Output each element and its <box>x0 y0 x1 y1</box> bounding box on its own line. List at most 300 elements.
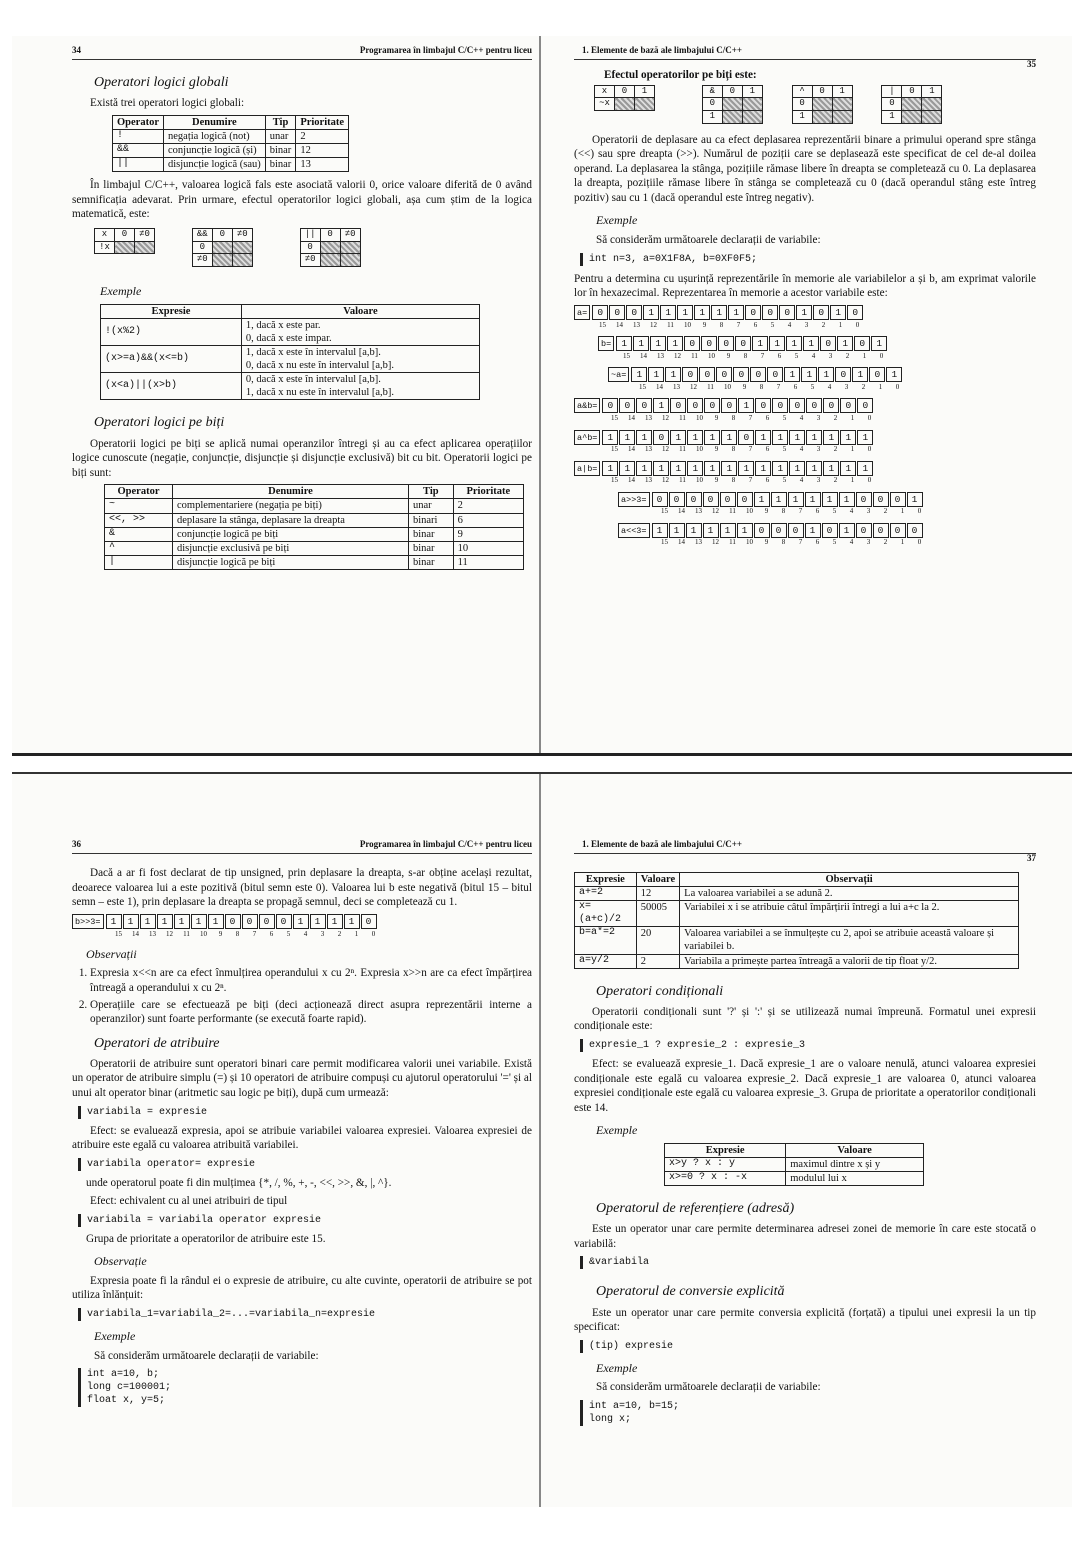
bit-row <box>574 398 1036 423</box>
bit-cell: 1 <box>752 336 768 351</box>
bit-index: 0 <box>895 382 900 391</box>
bit-index: 14 <box>628 413 635 422</box>
bit-cell: 0 <box>869 367 885 382</box>
column-header: Expresie <box>101 304 242 318</box>
bit-index: 5 <box>782 445 787 454</box>
bit-index: 12 <box>650 320 657 329</box>
bit-cell: 0 <box>703 492 719 507</box>
bit-cell: 1 <box>293 914 309 929</box>
code-block: int a=10, b; long c=100001; float x, y=5; <box>78 1368 532 1407</box>
or-bit-table: | 0 1 0 1 <box>881 85 942 124</box>
index-spacer <box>574 414 606 423</box>
section-heading: Operatorul de conversie explicită <box>596 1284 785 1300</box>
table-cell: | <box>105 555 173 569</box>
bit-cell: 0 <box>716 367 732 382</box>
bit-cell: 0 <box>813 305 829 320</box>
bit-index: 15 <box>599 320 606 329</box>
bit-index: 7 <box>748 413 753 422</box>
bit-index: 0 <box>867 445 872 454</box>
bit-cell: 1 <box>704 430 720 445</box>
bit-cell: 1 <box>840 461 856 476</box>
bit-index: 2 <box>833 445 838 454</box>
not-bit-table: x 0 1 ~x <box>594 85 655 111</box>
bit-cell: 0 <box>767 367 783 382</box>
bit-index: 10 <box>684 320 691 329</box>
bit-index: 7 <box>252 929 257 938</box>
bit-cell: 1 <box>823 430 839 445</box>
bit-row-label: ~a= <box>608 367 629 382</box>
bit-cell: 1 <box>786 336 802 351</box>
bit-cell: 0 <box>592 305 608 320</box>
bit-cell: 0 <box>854 336 870 351</box>
table-header-row <box>105 485 524 499</box>
running-title: 1. Elemente de bază ale limbajului C/C++ <box>582 45 743 56</box>
bit-cell: 0 <box>704 398 720 413</box>
bit-cell: 1 <box>796 305 812 320</box>
bit-index: 6 <box>777 351 782 360</box>
index-spacer <box>574 321 594 330</box>
bit-cell: 1 <box>754 492 770 507</box>
table-cell: Variabila a primește partea întreagă a valorii de tip float y/2. <box>680 954 1019 968</box>
bit-cell: 1 <box>686 523 702 538</box>
examples-label: Exemple <box>596 1360 638 1375</box>
paragraph: unde operatorul poate fi din mulțimea {*, /, %, +, -, <<, >>, &, |, ^}. <box>86 1176 392 1189</box>
value-line: 1, dacă x este în intervalul [a,b]. <box>245 346 381 358</box>
bottom-margin <box>0 1507 1080 1542</box>
bit-index: 1 <box>878 382 883 391</box>
bit-row-label: a= <box>574 305 590 320</box>
bit-index: 1 <box>900 507 905 516</box>
paragraph: Efect: se evaluează expresie_1. Dacă expresie_1 are o valoare nenulă, atunci valoarea expresiei condiționale este egală cu valoarea expresie_2. Dacă expresie_1 are valoarea 0, atunci valoarea expresiei condiționale este egală cu valoarea expresie_3. Grupa de prioritate a operatorilor condiționali este 14. <box>574 1057 1036 1114</box>
table-cell: binar <box>265 144 296 158</box>
bit-index: 9 <box>702 320 707 329</box>
bit-cell: 0 <box>670 398 686 413</box>
bit-row-label: a>>3= <box>618 492 650 507</box>
bit-cell: 1 <box>840 430 856 445</box>
code-block: variabila = variabila operator expresie <box>78 1214 532 1227</box>
bit-cells <box>72 914 532 930</box>
table-cell: 2 <box>636 954 679 968</box>
bit-cell: 0 <box>856 492 872 507</box>
bit-index: 6 <box>765 445 770 454</box>
code-block: (tip) expresie <box>580 1340 1036 1353</box>
examples-label: Exemple <box>596 1123 638 1138</box>
bit-index: 8 <box>731 413 736 422</box>
bit-index: 6 <box>793 382 798 391</box>
bit-cell: 1 <box>806 430 822 445</box>
value-line: 0, dacă x nu este în intervalul [a,b]. <box>245 360 395 372</box>
bit-index: 9 <box>714 413 719 422</box>
bit-diagrams <box>574 305 1036 548</box>
bit-index: 12 <box>166 929 173 938</box>
bit-index: 5 <box>832 507 837 516</box>
and-bit-table: & 0 1 0 1 <box>702 85 763 124</box>
bit-index: 15 <box>639 382 646 391</box>
section-heading: Operatori logici globali <box>94 75 229 90</box>
bit-cell: 1 <box>789 461 805 476</box>
truth-tables <box>94 228 532 276</box>
bit-index: 0 <box>879 351 884 360</box>
column-header: Operator <box>113 115 164 129</box>
table-row <box>665 1172 924 1186</box>
code-block: variabila = expresie <box>78 1106 532 1119</box>
page-number: 36 <box>72 839 81 850</box>
page-35 <box>574 36 1036 753</box>
table-cell: 20 <box>636 927 679 954</box>
bit-index-row <box>618 538 1036 547</box>
page-number: 35 <box>1027 59 1036 70</box>
bit-cell: 0 <box>686 492 702 507</box>
bit-index: 10 <box>200 929 207 938</box>
bit-row <box>574 305 1036 330</box>
bit-index: 7 <box>798 507 803 516</box>
column-header: Denumire <box>173 485 409 499</box>
page-number: 37 <box>1027 853 1036 864</box>
bit-row <box>72 914 532 939</box>
bit-cell: 1 <box>822 492 838 507</box>
value-line: 0, dacă x este în intervalul [a,b]. <box>245 374 381 386</box>
bit-cell: 0 <box>745 305 761 320</box>
bit-index: 6 <box>753 320 758 329</box>
section-heading: Operatori de atribuire <box>94 1035 220 1051</box>
bit-cell: 1 <box>631 367 647 382</box>
bit-cells <box>618 522 1036 538</box>
bit-index: 3 <box>320 929 325 938</box>
running-title: 1. Elemente de bază ale limbajului C/C++ <box>582 839 743 850</box>
bit-index: 11 <box>729 538 736 547</box>
bit-cell: 1 <box>823 461 839 476</box>
bit-cell: 1 <box>738 461 754 476</box>
effect-label: Efectul operatorilor pe biți este: <box>604 69 757 81</box>
bit-cell: 1 <box>755 430 771 445</box>
bit-cells <box>608 367 1036 383</box>
bit-index: 8 <box>719 320 724 329</box>
bit-cell: 1 <box>857 430 873 445</box>
column-header: Expresie <box>665 1143 786 1157</box>
bit-cell: 0 <box>820 336 836 351</box>
table-cell: 2 <box>453 499 523 513</box>
table-row <box>105 555 524 569</box>
bit-index: 8 <box>731 476 736 485</box>
bit-cell: 1 <box>633 336 649 351</box>
bit-cell: 1 <box>721 430 737 445</box>
bit-cell: 1 <box>677 305 693 320</box>
bit-index: 13 <box>149 929 156 938</box>
bit-cell: 1 <box>771 492 787 507</box>
bit-cell: 1 <box>805 523 821 538</box>
bit-index: 5 <box>794 351 799 360</box>
page-header <box>574 830 1036 864</box>
table-row <box>575 887 1019 901</box>
value-line: 1, dacă x este par. <box>245 319 321 331</box>
bit-cell: 1 <box>643 305 659 320</box>
bit-index: 9 <box>218 929 223 938</box>
bit-index: 3 <box>866 507 871 516</box>
examples-label: Exemple <box>100 283 142 298</box>
bit-index: 2 <box>821 320 826 329</box>
paragraph: Grupa de prioritate a operatorilor de atribuire este 15. <box>86 1232 326 1245</box>
bit-index: 0 <box>917 507 922 516</box>
bit-cell: 1 <box>857 461 873 476</box>
bit-row <box>608 367 1036 392</box>
bit-cell: 1 <box>636 430 652 445</box>
not-truth-table: x 0 ≠0 !x <box>94 228 155 254</box>
bit-cell: 1 <box>123 914 139 929</box>
paragraph: Operatorii condiționali sunt '?' și ':' și se utilizează numai împreună. Formatul unei expresii condiționale este: <box>574 1005 1036 1033</box>
bit-index: 1 <box>850 413 855 422</box>
bit-index: 14 <box>678 538 685 547</box>
bit-cell: 0 <box>823 398 839 413</box>
column-header: Valoare <box>636 873 679 887</box>
observation-item: 2. Operațiile care se efectuează pe biți (deci acționează direct asupra reprezentării interne a operanzilor) sunt foarte performante (se execută foarte rapid). <box>90 998 532 1027</box>
bit-index: 15 <box>611 476 618 485</box>
code-block: expresie_1 ? expresie_2 : expresie_3 <box>580 1039 1036 1052</box>
bit-row-label: a^b= <box>574 430 600 445</box>
bitwise-truth-tables <box>594 85 1036 129</box>
bit-index: 2 <box>883 538 888 547</box>
table-row <box>575 927 1019 954</box>
bit-index: 3 <box>828 351 833 360</box>
intro-text: Există trei operatori logici globali: <box>90 97 245 110</box>
bit-cell: 1 <box>616 336 632 351</box>
table-cell: & <box>105 527 173 541</box>
examples-label: Exemple <box>596 213 638 228</box>
table-header-row <box>665 1143 924 1157</box>
bit-index: 0 <box>917 538 922 547</box>
bit-cell: 1 <box>106 914 122 929</box>
table-cell: 10 <box>453 541 523 555</box>
bit-index: 10 <box>696 413 703 422</box>
bit-index: 15 <box>611 413 618 422</box>
scan-bottom-spread <box>12 772 1072 1507</box>
bit-cell: 1 <box>665 367 681 382</box>
column-header: Operator <box>105 485 173 499</box>
bit-index: 12 <box>662 476 669 485</box>
bit-cell: 1 <box>788 492 804 507</box>
bit-row <box>618 491 1036 516</box>
bit-index: 7 <box>748 445 753 454</box>
bit-index: 11 <box>679 445 686 454</box>
table-cell: deplasare la stânga, deplasare la dreapta <box>173 513 409 527</box>
observations-list <box>90 966 532 1026</box>
bit-cell: 0 <box>762 305 778 320</box>
bit-cell: 0 <box>856 523 872 538</box>
bit-index: 5 <box>286 929 291 938</box>
page-number: 34 <box>72 45 81 56</box>
bit-index: 0 <box>371 929 376 938</box>
table-cell: binari <box>408 513 453 527</box>
bit-cell: 1 <box>907 492 923 507</box>
bit-cell: 1 <box>344 914 360 929</box>
bit-cell: 0 <box>788 523 804 538</box>
bit-index: 4 <box>799 413 804 422</box>
table-cell: disjuncție logică (sau) <box>164 158 266 172</box>
table-cell: ! <box>113 129 164 143</box>
running-title: Programarea în limbajul C/C++ pentru liceu <box>359 839 532 850</box>
code-block: int n=3, a=0X1F8A, b=0XF0F5; <box>580 253 1036 266</box>
bit-index: 13 <box>645 413 652 422</box>
table-cell: 11 <box>453 555 523 569</box>
bit-cell: 0 <box>652 492 668 507</box>
bit-index: 3 <box>866 538 871 547</box>
bit-cell: 0 <box>259 914 275 929</box>
bit-index: 11 <box>729 507 736 516</box>
bit-index: 13 <box>645 445 652 454</box>
paragraph: Expresia poate fi la rândul ei o expresie de atribuire, cu alte cuvinte, operatorii de atribuire se pot utiliza înlănțuit: <box>72 1274 532 1302</box>
table-cell <box>241 318 479 345</box>
table-row <box>105 541 524 555</box>
bit-index: 12 <box>712 507 719 516</box>
table-cell: (x<a)||(x>b) <box>101 373 242 400</box>
bit-index: 2 <box>337 929 342 938</box>
bit-cell: 1 <box>704 461 720 476</box>
and-truth-table: && 0 ≠0 0 ≠0 <box>192 228 253 267</box>
bit-cell: 1 <box>653 461 669 476</box>
table-cell: 50005 <box>636 901 679 927</box>
bit-cell: 0 <box>699 367 715 382</box>
bit-index: 0 <box>867 413 872 422</box>
bit-index: 4 <box>849 507 854 516</box>
column-header: Denumire <box>164 115 266 129</box>
bit-row <box>598 336 1036 361</box>
paragraph: Să considerăm următoarele declarații de variabile: <box>94 1349 319 1362</box>
table-cell: 6 <box>453 513 523 527</box>
bit-index: 14 <box>656 382 663 391</box>
paragraph: Este un operator unar care permite conversia explicită (forțată) a tipului unei expresii la un tip specificat: <box>574 1306 1036 1334</box>
table-cell: unar <box>265 129 296 143</box>
bit-index: 7 <box>736 320 741 329</box>
paragraph: Este un operator unar care permite determinarea adresei zonei de memorie în care este stocată o variabilă: <box>574 1223 1036 1250</box>
bit-cell: 0 <box>225 914 241 929</box>
table-cell: Valoarea variabilei a se înmulțește cu 2, apoi se atribuie această valoare și variabilei b. <box>680 927 1019 954</box>
bit-index: 4 <box>799 476 804 485</box>
bit-cell: 0 <box>822 523 838 538</box>
bit-index: 2 <box>845 351 850 360</box>
bit-index: 2 <box>833 413 838 422</box>
paragraph: În limbajul C/C++, valoarea logică fals este asociată valorii 0, orice valoare diferită de 0 având semnificația adevarat. Prin urmare, efectul operatorilor logici globali, așa cum știm de la logica matematică, este: <box>72 179 532 221</box>
bit-cell: 1 <box>174 914 190 929</box>
bit-cell: 1 <box>803 336 819 351</box>
bit-index: 11 <box>679 476 686 485</box>
bit-index: 13 <box>633 320 640 329</box>
bit-cell: 0 <box>738 430 754 445</box>
bit-cell: 0 <box>907 523 923 538</box>
table-cell: 13 <box>296 158 349 172</box>
bit-cell: 1 <box>310 914 326 929</box>
bit-index: 9 <box>714 445 719 454</box>
bit-index: 8 <box>743 351 748 360</box>
table-cell: ^ <box>105 541 173 555</box>
bit-cell: 1 <box>157 914 173 929</box>
table-row <box>575 954 1019 968</box>
bit-cell: 0 <box>701 336 717 351</box>
bit-cell: 0 <box>755 398 771 413</box>
value-line: 1, dacă x nu este în intervalul [a,b]. <box>245 387 395 399</box>
bit-index: 0 <box>855 320 860 329</box>
table-cell: x>y ? x : y <box>665 1157 786 1171</box>
bit-cell: 0 <box>835 367 851 382</box>
bit-cell: 1 <box>703 523 719 538</box>
bit-cell: 0 <box>771 523 787 538</box>
table-cell: binar <box>408 541 453 555</box>
bit-cell: 1 <box>602 430 618 445</box>
bit-cell: 1 <box>660 305 676 320</box>
bit-index: 12 <box>662 445 669 454</box>
bit-cell: 0 <box>687 398 703 413</box>
bit-cell: 1 <box>871 336 887 351</box>
table-cell: complementariere (negația pe biți) <box>173 499 409 513</box>
bit-index: 10 <box>708 351 715 360</box>
table-cell: conjuncție logică (și) <box>164 144 266 158</box>
or-truth-table: || 0 ≠0 0 ≠0 <box>300 228 361 267</box>
bit-index-row <box>574 414 1036 423</box>
bit-index: 11 <box>667 320 674 329</box>
bit-cells <box>574 429 1036 445</box>
bit-index: 7 <box>760 351 765 360</box>
bit-index: 5 <box>782 476 787 485</box>
bit-index-row <box>598 352 1036 361</box>
bit-index: 12 <box>674 351 681 360</box>
code-block: int a=10, b=15; long x; <box>580 1400 1036 1426</box>
observations-label: Observații <box>86 946 137 961</box>
scan-top-spread <box>12 36 1072 756</box>
index-spacer <box>574 445 606 454</box>
table-cell: La valoarea variabilei a se adună 2. <box>680 887 1019 901</box>
bit-cells <box>598 336 1036 352</box>
table-header-row <box>101 304 480 318</box>
bit-cell: 1 <box>687 430 703 445</box>
table-cell: !(x%2) <box>101 318 242 345</box>
table-row <box>665 1157 924 1171</box>
bit-cell: 1 <box>687 461 703 476</box>
bit-row-label: a&b= <box>574 398 600 413</box>
bit-cell: 1 <box>818 367 834 382</box>
xor-bit-table: ^ 0 1 0 1 <box>792 85 853 124</box>
bit-cell: 0 <box>276 914 292 929</box>
table-row <box>101 373 480 400</box>
bit-cell: 0 <box>721 398 737 413</box>
bit-cell: 1 <box>830 305 846 320</box>
table-cell: 12 <box>296 144 349 158</box>
assignment-examples-table <box>574 872 1019 969</box>
bit-cell: 0 <box>718 336 734 351</box>
bit-index: 15 <box>611 445 618 454</box>
code-block: &variabila <box>580 1256 1036 1269</box>
section-heading: Operatori logici pe biți <box>94 415 225 431</box>
paragraph: Operatorii de atribuire sunt operatori binari care permit modificarea valorii unei variabile. Există un operator de atribuire simplu (=) și 10 operatori de atribuire compuși cu ajutorul operatorului '=' și al unui alt operator binar (aritmetic sau logic pe biți), după cum urmează: <box>72 1057 532 1099</box>
bit-row <box>574 429 1036 454</box>
examples-label: Exemple <box>94 1329 136 1344</box>
bit-index: 14 <box>640 351 647 360</box>
table-cell: unar <box>408 499 453 513</box>
bit-index: 6 <box>765 413 770 422</box>
page-header <box>72 36 532 60</box>
bit-cells <box>574 305 1036 321</box>
paragraph: Dacă a ar fi fost declarat de tip unsigned, prin deplasare la dreapta, s-ar obține același rezultat, deoarece valoarea lui a este pozitivă (bitul semn este 0). Valoarea lui b este negativă (bitul 15 – bitul semn – este 1), prin deplasare la dreapta se propagă semnul, deci se completează cu 1. <box>72 867 532 909</box>
bit-row-label: a|b= <box>574 461 600 476</box>
bit-index: 0 <box>867 476 872 485</box>
bit-index: 3 <box>816 476 821 485</box>
section-heading: Operatorul de referențiere (adresă) <box>596 1201 795 1217</box>
bit-cell: 1 <box>837 336 853 351</box>
table-cell: || <box>113 158 164 172</box>
table-row <box>105 527 524 541</box>
bit-index: 15 <box>661 538 668 547</box>
bit-cell: 0 <box>873 523 889 538</box>
bit-row-label: a<<3= <box>618 523 650 538</box>
bit-index: 15 <box>661 507 668 516</box>
table-row <box>101 318 480 345</box>
